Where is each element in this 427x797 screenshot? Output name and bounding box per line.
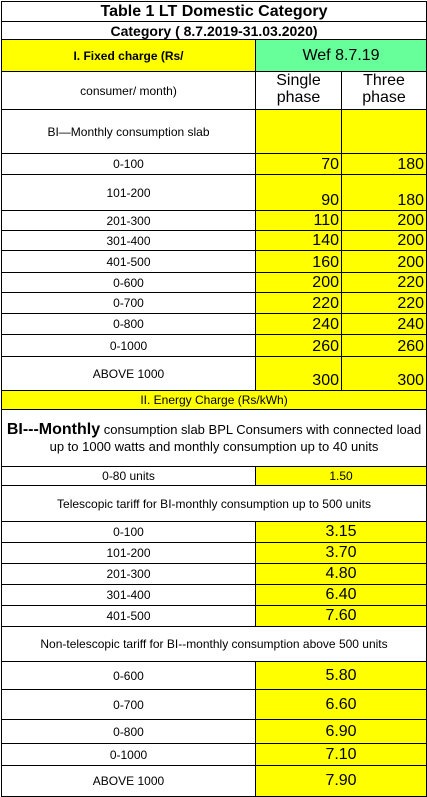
fixed-three-rate: 200	[342, 211, 427, 231]
nontelescopic-rate: 6.90	[256, 720, 427, 744]
fixed-single-rate: 220	[256, 293, 342, 314]
fixed-charge-rows	[2, 154, 427, 391]
bpl-description-text: consumption slab BPL Consumers with connected load up to 1000 watts and monthly consumption up to 40 units	[49, 422, 422, 454]
fixed-charge-row	[2, 154, 427, 175]
nontelescopic-row	[2, 766, 427, 797]
telescopic-row	[2, 564, 427, 585]
fixed-charge-row	[2, 314, 427, 335]
fixed-three-rate: 180	[342, 175, 427, 211]
fixed-single-rate: 90	[256, 175, 342, 211]
slab-label-blank-three	[342, 110, 427, 154]
fixed-slab: ABOVE 1000	[2, 357, 256, 391]
nontelescopic-row	[2, 744, 427, 766]
fixed-single-rate: 70	[256, 154, 342, 175]
bpl-rate: 1.50	[256, 467, 427, 486]
bpl-bold-prefix: BI---Monthly	[6, 421, 101, 438]
fixed-slab: 0-100	[2, 154, 256, 175]
col-three-line1: Three	[363, 72, 405, 89]
fixed-slab: 0-1000	[2, 335, 256, 357]
bpl-slab: 0-80 units	[2, 467, 256, 486]
fixed-slab: 0-600	[2, 273, 256, 293]
fixed-three-rate: 300	[342, 357, 427, 391]
table-subtitle: Category ( 8.7.2019-31.03.2020)	[2, 22, 427, 40]
nontelescopic-rows	[2, 662, 427, 797]
telescopic-row	[2, 585, 427, 606]
nontelescopic-slab: 0-700	[2, 690, 256, 720]
fixed-single-rate: 110	[256, 211, 342, 231]
fixed-charge-row	[2, 251, 427, 273]
telescopic-slab: 301-400	[2, 585, 256, 606]
fixed-charge-row	[2, 211, 427, 231]
fixed-slab: 0-700	[2, 293, 256, 314]
fixed-charge-row	[2, 273, 427, 293]
nontelescopic-row	[2, 720, 427, 744]
fixed-charge-row	[2, 293, 427, 314]
fixed-single-rate: 140	[256, 231, 342, 251]
nontelescopic-slab: 0-600	[2, 662, 256, 690]
fixed-charge-row	[2, 175, 427, 211]
tariff-table	[1, 1, 427, 797]
fixed-charge-row	[2, 231, 427, 251]
col-single-line2: phase	[276, 89, 321, 106]
telescopic-slab: 401-500	[2, 606, 256, 627]
nontelescopic-slab: 0-800	[2, 720, 256, 744]
fixed-three-rate: 220	[342, 273, 427, 293]
telescopic-rate: 7.60	[256, 606, 427, 627]
nontelescopic-slab: 0-1000	[2, 744, 256, 766]
energy-charge-heading: II. Energy Charge (Rs/kWh)	[2, 391, 427, 410]
nontelescopic-rate: 6.60	[256, 690, 427, 720]
fixed-single-rate: 160	[256, 251, 342, 273]
fixed-charge-unit: consumer/ month)	[2, 72, 256, 110]
fixed-single-rate: 260	[256, 335, 342, 357]
nontelescopic-label: Non-telescopic tariff for BI--monthly consumption above 500 units	[2, 627, 427, 662]
fixed-three-rate: 220	[342, 293, 427, 314]
nontelescopic-row	[2, 662, 427, 690]
telescopic-row	[2, 522, 427, 543]
fixed-single-rate: 240	[256, 314, 342, 335]
telescopic-rate: 3.15	[256, 522, 427, 543]
fixed-slab: 101-200	[2, 175, 256, 211]
fixed-three-rate: 240	[342, 314, 427, 335]
telescopic-row	[2, 543, 427, 564]
nontelescopic-row	[2, 690, 427, 720]
fixed-charge-heading: I. Fixed charge (Rs/	[2, 40, 256, 72]
fixed-three-rate: 200	[342, 251, 427, 273]
fixed-slab: 301-400	[2, 231, 256, 251]
fixed-three-rate: 260	[342, 335, 427, 357]
slab-label: BI—Monthly consumption slab	[2, 110, 256, 154]
col-three-phase	[342, 72, 427, 110]
nontelescopic-rate: 7.90	[256, 766, 427, 797]
telescopic-slab: 0-100	[2, 522, 256, 543]
col-single-line1: Single	[276, 72, 321, 89]
fixed-single-rate: 200	[256, 273, 342, 293]
telescopic-slab: 201-300	[2, 564, 256, 585]
fixed-single-rate: 300	[256, 357, 342, 391]
telescopic-rate: 6.40	[256, 585, 427, 606]
nontelescopic-slab: ABOVE 1000	[2, 766, 256, 797]
table-title: Table 1 LT Domestic Category	[2, 2, 427, 22]
telescopic-slab: 101-200	[2, 543, 256, 564]
telescopic-label: Telescopic tariff for BI-monthly consumption up to 500 units	[2, 486, 427, 522]
nontelescopic-rate: 7.10	[256, 744, 427, 766]
col-three-line2: phase	[362, 89, 406, 106]
fixed-slab: 401-500	[2, 251, 256, 273]
col-single-phase	[256, 72, 342, 110]
telescopic-row	[2, 606, 427, 627]
bpl-description	[2, 410, 427, 467]
telescopic-rows	[2, 522, 427, 627]
fixed-charge-row	[2, 335, 427, 357]
fixed-slab: 201-300	[2, 211, 256, 231]
fixed-charge-row	[2, 357, 427, 391]
telescopic-rate: 3.70	[256, 543, 427, 564]
fixed-slab: 0-800	[2, 314, 256, 335]
fixed-three-rate: 180	[342, 154, 427, 175]
telescopic-rate: 4.80	[256, 564, 427, 585]
wef-date: Wef 8.7.19	[256, 40, 427, 72]
nontelescopic-rate: 5.80	[256, 662, 427, 690]
slab-label-blank-single	[256, 110, 342, 154]
fixed-three-rate: 200	[342, 231, 427, 251]
